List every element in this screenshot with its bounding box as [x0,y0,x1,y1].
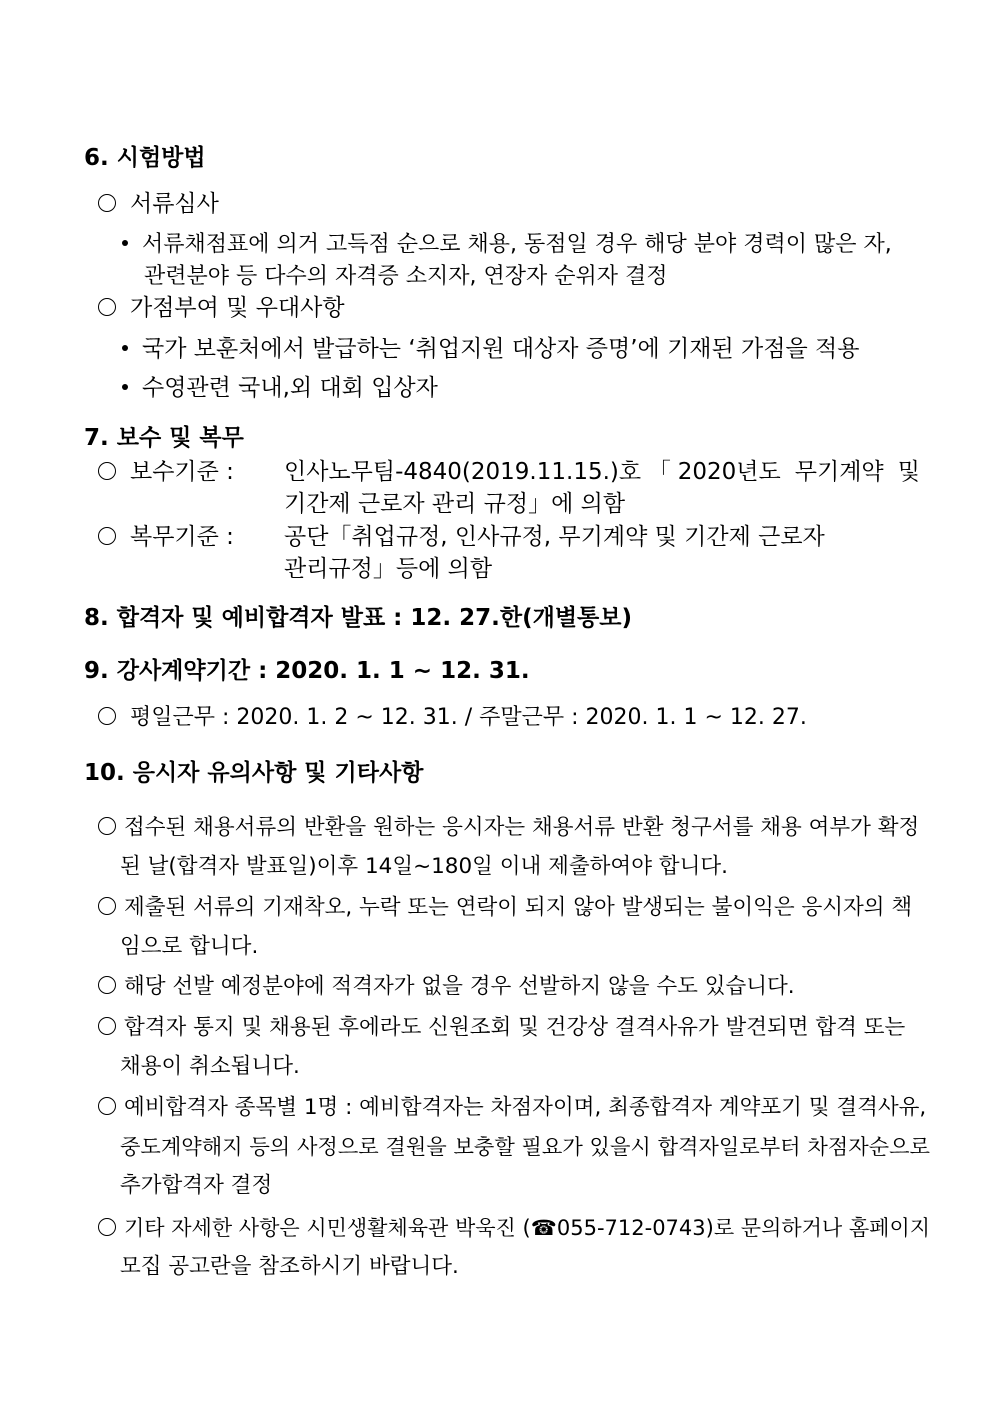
circle-bullet-icon [98,1218,116,1236]
notice-text-cont: 추가합격자 결정 [120,1173,273,1198]
section-7-heading: 7. 보수 및 복무 [84,425,244,451]
dot-bullet-icon [122,240,128,246]
notice-text: 기타 자세한 사항은 시민생활체육관 박욱진 (☎055-712-0743)로 문의하거나 홈페이지 [124,1215,931,1240]
notice-item [98,893,912,923]
notice-text-cont: 된 날(합격자 발표일)이후 14일~180일 이내 제출하여야 합니다. [120,854,728,879]
duty-criteria-label-row [98,522,234,552]
sub-item [122,373,438,403]
notice-text-cont: 임으로 합니다. [120,934,259,959]
duty-criteria-label: 복무기준 : [130,524,234,550]
notice-text: 예비합격자 종목별 1명 : 예비합격자는 차점자이며, 최종합격자 계약포기 및 결격사유, [124,1095,927,1120]
notice-item [98,972,795,1002]
circle-bullet-icon [98,1097,116,1115]
notice-text: 해당 선발 예정분야에 적격자가 없을 경우 선발하지 않을 수도 있습니다. [124,974,795,999]
list-item [98,293,345,323]
list-item-text: 가점부여 및 우대사항 [130,295,345,321]
section-9-heading: 9. 강사계약기간 : 2020. 1. 1 ~ 12. 31. [84,658,530,684]
notice-item [98,1013,905,1043]
sub-item-text: 서류채점표에 의거 고득점 순으로 채용, 동점일 경우 해당 분야 경력이 많은 자, [142,232,892,257]
notice-text: 제출된 서류의 기재착오, 누락 또는 연락이 되지 않아 발생되는 불이익은 응시자의 책 [124,895,913,920]
list-item [98,189,219,219]
sub-item-text: 국가 보훈처에서 발급하는 ‘취업지원 대상자 증명’에 기재된 가점을 적용 [142,336,860,362]
list-item-text: 서류심사 [130,191,219,217]
work-schedule-text: 평일근무 : 2020. 1. 2 ~ 12. 31. / 주말근무 : 2020. 1. 1 ~ 12. 27. [130,705,807,730]
dot-bullet-icon [122,384,128,390]
notice-text-cont: 중도계약해지 등의 사정으로 결원을 보충할 필요가 있을시 합격자일로부터 차점자순으로 [120,1134,930,1159]
notice-text-cont: 모집 공고란을 참조하시기 바랍니다. [120,1254,459,1279]
pay-criteria-line1-wrap [284,457,920,487]
pay-criteria-text-cont: 기간제 근로자 관리 규정」에 의함 [284,491,626,517]
circle-bullet-icon [98,527,116,545]
circle-bullet-icon [98,897,116,915]
section-8-heading: 8. 합격자 및 예비합격자 발표 : 12. 27.한(개별통보) [84,605,632,631]
circle-bullet-icon [98,817,116,835]
section-6-heading: 6. 시험방법 [84,145,206,171]
sub-item [122,230,892,260]
list-item [98,703,807,733]
circle-bullet-icon [98,707,116,725]
notice-text: 접수된 채용서류의 반환을 원하는 응시자는 채용서류 반환 청구서를 채용 여부가 확정 [124,815,920,840]
section-10-heading: 10. 응시자 유의사항 및 기타사항 [84,760,424,786]
circle-bullet-icon [98,976,116,994]
sub-item-continuation: 관련분야 등 다수의 자격증 소지자, 연장자 순위자 결정 [144,264,668,289]
duty-criteria-text: 공단「취업규정, 인사규정, 무기계약 및 기간제 근로자 [284,524,825,550]
sub-item [122,334,859,364]
pay-criteria-text: 인사노무팀-4840(2019.11.15.)호「2020년도 무기계약 및 [284,459,920,485]
circle-bullet-icon [98,194,116,212]
circle-bullet-icon [98,298,116,316]
circle-bullet-icon [98,462,116,480]
pay-criteria-label: 보수기준 : [130,459,234,485]
notice-item [98,813,919,843]
notice-item [98,1093,926,1123]
circle-bullet-icon [98,1017,116,1035]
duty-criteria-text-cont: 관리규정」등에 의함 [284,556,493,582]
notice-text: 합격자 통지 및 채용된 후에라도 신원조회 및 건강상 결격사유가 발견되면 합격 또는 [124,1015,906,1040]
dot-bullet-icon [122,345,128,351]
notice-item [98,1213,930,1243]
pay-criteria-label-row [98,457,234,487]
sub-item-text: 수영관련 국내,외 대회 입상자 [142,375,438,401]
notice-text-cont: 채용이 취소됩니다. [120,1054,300,1079]
